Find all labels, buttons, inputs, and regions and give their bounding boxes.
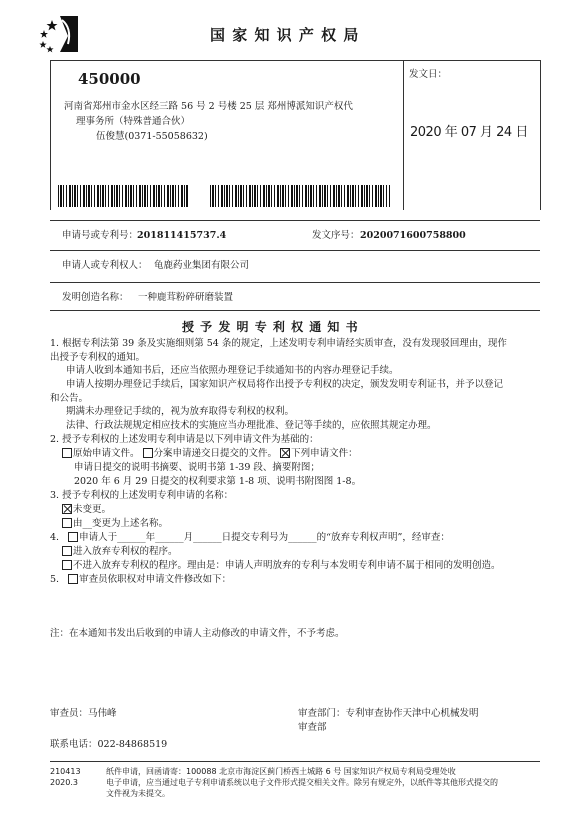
row-line-2 (50, 250, 540, 251)
address-line-2: 理事务所（特殊普通合伙） (76, 116, 191, 127)
electronic-submission-info: 电子申请，应当通过电子专利申请系统以电子文件形式提交相关文件。除另有规定外，以纸件等其他形式提交的 (106, 778, 498, 787)
paragraph-1c: 申请人收到本通知书后，还应当依照办理登记手续通知书的内容办理登记手续。 (66, 365, 399, 376)
documents-list-2: 2020 年 6 月 29 日提交的权利要求第 1-8 项、说明书附图图 1-8。 (74, 476, 362, 487)
form-code: 210413 (50, 767, 81, 776)
agency-name: 国 家 知 识 产 权 局 (210, 26, 360, 44)
name-unchanged-label: 未变更。 (73, 504, 112, 515)
header-box-top (50, 60, 540, 61)
paragraph-2: 2. 授予专利权的上述发明专利申请是以下列申请文件为基础的： (50, 434, 319, 445)
name-changed-checkbox[interactable] (62, 518, 72, 528)
header-box-right (540, 60, 541, 210)
original-docs-label: 原始申请文件。 (73, 448, 140, 459)
document-options (62, 447, 358, 460)
applicant-name: 龟鹿药业集团有限公司 (154, 260, 250, 271)
header-box-divider (403, 60, 404, 210)
examiner: 审查员：马伟峰 (50, 708, 117, 719)
invention-title: 一种鹿茸粉碎研磨装置 (138, 292, 234, 303)
postcode: 450000 (78, 70, 141, 88)
following-docs-checkbox[interactable] (280, 448, 290, 458)
paragraph-1f: 期满未办理登记手续的，视为放弃取得专利权的权利。 (66, 406, 295, 417)
paragraph-3: 3. 授予专利权的上述发明专利申请的名称： (50, 490, 234, 501)
application-number: 201811415737.4 (137, 230, 227, 241)
dispatch-date-label: 发文日： (409, 69, 448, 80)
dispatch-date: 2020 年 07 月 24 日 (410, 125, 528, 140)
form-version: 2020.3 (50, 778, 78, 787)
row-line-3 (50, 282, 540, 283)
applicant-label: 申请人或专利权人： (62, 260, 148, 271)
amendment-checkbox[interactable] (68, 574, 78, 584)
paragraph-1b: 出授予专利权的通知。 (50, 352, 146, 363)
name-unchanged-option (62, 503, 111, 516)
paragraph-4 (50, 531, 450, 544)
original-docs-checkbox[interactable] (62, 448, 72, 458)
waiver-reject-label: 不进入放弃专利权的程序。理由是：申请人声明放弃的专利与本发明专利申请不属于相同的发明创造。 (73, 560, 501, 571)
waiver-option-2 (62, 559, 501, 572)
recipient-contact: 伍俊慧(0371-55058632) (96, 131, 208, 142)
contact-phone: 联系电话：022-84868519 (50, 739, 168, 750)
address-line-1: 河南省郑州市金水区经三路 56 号 2 号楼 25 层 郑州博派知识产权代 (64, 101, 353, 112)
footer-rule (50, 761, 540, 762)
name-changed-label: 由__变更为上述名称。 (73, 518, 169, 529)
serial-number-label: 发文序号： (312, 230, 360, 241)
name-changed-option (62, 517, 168, 530)
waiver-option-1 (62, 545, 178, 558)
waiver-checkbox[interactable] (68, 532, 78, 542)
paragraph-1e: 和公告。 (50, 393, 89, 404)
name-unchanged-checkbox[interactable] (62, 504, 72, 514)
row-line-4 (50, 310, 540, 311)
serial-number: 2020071600758800 (360, 230, 466, 241)
examining-department-cont: 审查部 (298, 722, 327, 733)
paragraph-4-number: 4. (50, 532, 60, 543)
notice-title: 授 予 发 明 专 利 权 通 知 书 (182, 320, 359, 334)
examining-department: 审查部门：专利审查协作天津中心机械发明 (298, 708, 479, 719)
waiver-reject-checkbox[interactable] (62, 560, 72, 570)
paragraph-1d: 申请人按期办理登记手续后，国家知识产权局将作出授予专利权的决定，颁发发明专利证书，并予以登记 (66, 379, 504, 390)
application-number-label: 申请号或专利号： (62, 230, 139, 241)
paper-submission-info: 纸件申请，回函请寄：100088 北京市海淀区蓟门桥西土城路 6 号 国家知识产权局专利局受理处收 (106, 767, 456, 776)
paragraph-1g: 法律、行政法规规定相应技术的实施应当办理批准、登记等手续的，应依照其规定办理。 (66, 420, 437, 431)
notice-note: 注：在本通知书发出后收到的申请人主动修改的申请文件，不予考虑。 (50, 628, 345, 639)
electronic-submission-info-cont: 文件视为未提交。 (106, 789, 170, 798)
divisional-docs-label: 分案申请递交日提交的文件。 (153, 448, 278, 459)
paragraph-1a: 1. 根据专利法第 39 条及实施细则第 54 条的规定，上述发明专利申请经实质审查，没有发现驳回理由，现作 (50, 338, 507, 349)
header-box-left (50, 60, 51, 210)
invention-title-label: 发明创造名称： (62, 292, 129, 303)
paragraph-5-number: 5. (50, 574, 60, 585)
divisional-docs-checkbox[interactable] (143, 448, 153, 458)
row-line-1 (50, 220, 540, 221)
barcode-left (58, 185, 188, 207)
documents-list-1: 申请日提交的说明书摘要、说明书第 1-39 段、摘要附图； (74, 462, 320, 473)
following-docs-label: 下列申请文件： (291, 448, 358, 459)
cnipa-logo (38, 14, 80, 54)
waiver-text: 申请人于______年______月______日提交专利号为______的“放弃专利权声明”，经审查： (79, 532, 450, 543)
waiver-accept-label: 进入放弃专利权的程序。 (73, 546, 178, 557)
waiver-accept-checkbox[interactable] (62, 546, 72, 556)
paragraph-5 (50, 573, 231, 586)
amendment-label: 审查员依职权对申请文件修改如下： (79, 574, 232, 585)
barcode-right (210, 185, 390, 207)
